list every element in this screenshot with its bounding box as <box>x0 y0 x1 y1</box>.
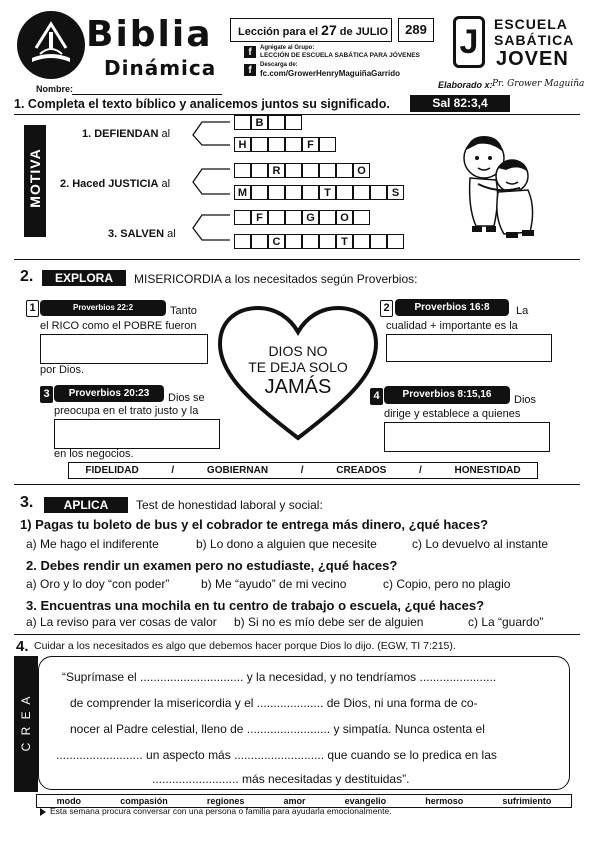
cell[interactable] <box>319 137 336 152</box>
lesson-number: 289 <box>398 18 434 42</box>
s2-title: EXPLORA <box>42 270 126 286</box>
group-caption: Agrégate al Grupo: <box>260 45 315 51</box>
cell[interactable] <box>370 185 387 200</box>
box2-line2: cualidad + importante es la <box>386 320 518 332</box>
cell: S <box>387 185 404 200</box>
cell: G <box>302 210 319 225</box>
cell: R <box>268 163 285 178</box>
question-3: 3. Encuentras una mochila en tu centro de trabajo o escuela, ¿qué haces? <box>26 598 485 613</box>
cell: O <box>336 210 353 225</box>
church-logo-icon <box>16 10 86 80</box>
q1-option-a[interactable]: a) Me hago el indiferente <box>26 537 159 551</box>
cell[interactable] <box>285 210 302 225</box>
answer-box-3[interactable] <box>54 419 220 449</box>
cell[interactable] <box>234 210 251 225</box>
arrow-right-icon <box>40 808 46 816</box>
download-link[interactable]: fc.com/GrowerHenryMaguiñaGarrido <box>260 69 401 78</box>
s4-line-3: nocer al Padre celestial, lleno de ......................... y simpatía. Nunca ostenta el <box>70 722 485 736</box>
badge-3: 3 <box>40 386 53 403</box>
cell: C <box>268 234 285 249</box>
lesson-month: de JULIO <box>339 26 389 38</box>
heart-line-2: TE DEJA SOLO <box>248 359 348 375</box>
group-name[interactable]: LECCIÓN DE ESCUELA SABÁTICA PARA JÓVENES <box>260 52 420 59</box>
cell[interactable] <box>251 185 268 200</box>
q2-option-b[interactable]: b) Me “ayudo” de mi vecino <box>201 577 347 591</box>
s2-number: 2. <box>20 268 34 285</box>
school-logo-icon: J <box>453 16 485 68</box>
cell[interactable] <box>302 163 319 178</box>
badge-2: 2 <box>380 300 393 317</box>
s3-title: APLICA <box>44 497 128 513</box>
answer-box-4[interactable] <box>384 422 550 452</box>
box3-after: Dios se <box>168 392 205 404</box>
s4-line-5: .......................... más necesitadas y destituidas”. <box>152 772 410 786</box>
s3-subtitle: Test de honestidad laboral y social: <box>136 498 323 512</box>
nombre-line[interactable] <box>72 94 222 95</box>
nombre-label: Nombre: <box>36 84 74 94</box>
q2-option-c[interactable]: c) Copio, pero no plagio <box>383 577 511 591</box>
word: hermoso <box>425 796 464 806</box>
cell[interactable] <box>336 185 353 200</box>
s2-bottom-divider <box>14 484 580 485</box>
cell: B <box>251 115 268 130</box>
word: GOBIERNAN <box>206 465 269 476</box>
word: CREADOS <box>336 465 387 476</box>
s4-number: 4. <box>16 638 29 655</box>
s4-line-2: de comprender la misericordia y el .................... de Dios, ni una forma de co- <box>70 696 478 710</box>
cell: T <box>336 234 353 249</box>
lesson-title <box>238 22 388 38</box>
lesson-day: 27 <box>321 22 337 38</box>
facebook-icon: f <box>244 64 256 76</box>
word: sufrimiento <box>502 796 552 806</box>
cell[interactable] <box>268 210 285 225</box>
cell: H <box>234 137 251 152</box>
s1-bottom-divider <box>14 259 580 260</box>
s1-instruction: 1. Completa el texto bíblico y analicemos juntos su significado. <box>14 97 390 111</box>
school-name-2: SABÁTICA <box>494 32 575 48</box>
signature: Pr. Grower Maguiña <box>492 79 585 89</box>
school-name-1: ESCUELA <box>494 16 568 32</box>
s2-subtitle: MISERICORDIA a los necesitados según Proverbios: <box>134 272 418 286</box>
word: amor <box>283 796 306 806</box>
s2-word-bank <box>68 462 538 479</box>
word: FIDELIDAD <box>85 465 139 476</box>
bracket-lines <box>190 115 240 250</box>
cell[interactable] <box>370 234 387 249</box>
school-name-3: JOVEN <box>496 48 569 70</box>
ref-3: Proverbios 20:23 <box>54 385 164 402</box>
cell: F <box>251 210 268 225</box>
cell[interactable] <box>302 234 319 249</box>
motiva-label: MOTIVA <box>27 148 43 208</box>
cell[interactable] <box>319 234 336 249</box>
cell[interactable] <box>353 185 370 200</box>
cell[interactable] <box>319 163 336 178</box>
word: HONESTIDAD <box>454 465 521 476</box>
answer-box-1[interactable] <box>40 334 208 364</box>
lesson-prefix: Lección para el <box>238 26 319 38</box>
s4-line-1: “Suprímase el ............................... y la necesidad, y no tendríamos ....................... <box>62 670 497 684</box>
cell[interactable] <box>319 210 336 225</box>
s1-reference: Sal 82:3,4 <box>410 95 510 112</box>
cell[interactable] <box>268 185 285 200</box>
crea-label: C R E A <box>19 694 33 752</box>
cell[interactable] <box>251 234 268 249</box>
cell[interactable] <box>234 234 251 249</box>
brand-subtitle: Dinámica <box>104 56 217 80</box>
box3-after-box: en los negocios. <box>54 448 134 460</box>
word: evangelio <box>344 796 387 806</box>
cell[interactable] <box>234 163 251 178</box>
box2-after: La <box>516 305 529 317</box>
facebook-icon: f <box>244 46 256 58</box>
cell: M <box>234 185 251 200</box>
word: compasión <box>120 796 168 806</box>
s4-intro: Cuidar a los necesitados es algo que debemos hacer porque Dios lo dijo. (EGW, TI 7:215). <box>34 640 456 652</box>
word: regiones <box>206 796 245 806</box>
q1-option-c[interactable]: c) Lo devuelvo al instante <box>412 537 549 551</box>
box1-after-box: por Dios. <box>40 364 85 376</box>
question-1: 1) Pagas tu boleto de bus y el cobrador te entrega más dinero, ¿qué haces? <box>20 517 489 532</box>
answer-box-2[interactable] <box>386 334 552 362</box>
q1-option-b[interactable]: b) Lo dono a alguien que necesite <box>196 537 377 551</box>
cell[interactable] <box>285 115 302 130</box>
made-by-label: Elaborado x: <box>438 80 493 90</box>
header <box>0 0 595 100</box>
s1-item-2: 2. Haced JUSTICIA al <box>60 178 171 190</box>
cell[interactable] <box>285 137 302 152</box>
question-2: 2. Debes rendir un examen pero no estudiaste, ¿qué haces? <box>26 558 398 573</box>
box4-line2: dirige y establece a quienes <box>384 408 521 420</box>
cell: F <box>302 137 319 152</box>
word: modo <box>56 796 82 806</box>
cell[interactable] <box>302 185 319 200</box>
download-caption: Descarga de: <box>260 62 298 68</box>
cell[interactable] <box>285 185 302 200</box>
cell[interactable] <box>234 115 251 130</box>
badge-1: 1 <box>26 300 39 317</box>
cell[interactable] <box>353 234 370 249</box>
q3-option-c[interactable]: c) La “guardo” <box>468 615 544 629</box>
s4-footer: Esta semana procura conversar con una persona o familia para ayudarla emocionalmente. <box>50 806 392 816</box>
cell[interactable] <box>268 115 285 130</box>
s1-item-1: 1. DEFIENDAN al <box>82 128 171 140</box>
cell[interactable] <box>336 163 353 178</box>
box1-line2: el RICO como el POBRE fueron <box>40 320 197 332</box>
s3-number: 3. <box>20 494 34 511</box>
q3-option-a[interactable]: a) La reviso para ver cosas de valor <box>26 615 217 629</box>
s4-line-4: .......................... un aspecto más ........................... que cuando se lo predica en las <box>56 748 497 762</box>
s3-bottom-divider <box>14 634 580 635</box>
word-separator: / <box>171 465 175 476</box>
badge-4: 4 <box>370 388 383 405</box>
cell: T <box>319 185 336 200</box>
heart-line-1: DIOS NO <box>268 343 328 359</box>
cell[interactable] <box>387 234 404 249</box>
cell[interactable] <box>285 163 302 178</box>
word-separator: / <box>419 465 422 476</box>
cell[interactable] <box>285 234 302 249</box>
s1-item-3: 3. SALVEN al <box>108 228 176 240</box>
cell[interactable] <box>251 137 268 152</box>
q3-option-b[interactable]: b) Si no es mío debe ser de alguien <box>234 615 424 629</box>
brand-title: Biblia <box>86 14 213 55</box>
heart-line-3: JAMÁS <box>264 376 332 398</box>
cell[interactable] <box>353 210 370 225</box>
box4-after: Dios <box>514 394 537 406</box>
word-separator: / <box>300 465 304 476</box>
ref-1: Proverbios 22:2 <box>40 300 166 316</box>
ref-2: Proverbios 16:8 <box>395 299 509 316</box>
q2-option-a[interactable]: a) Oro y lo doy “con poder” <box>26 577 170 591</box>
ref-4: Proverbios 8:15,16 <box>384 386 510 404</box>
box3-line2: preocupa en el trato justo y la <box>54 405 199 417</box>
cell[interactable] <box>251 163 268 178</box>
box1-after: Tanto <box>170 305 197 317</box>
cell[interactable] <box>268 137 285 152</box>
cell: O <box>353 163 370 178</box>
kids-hugging-illustration <box>448 128 548 240</box>
